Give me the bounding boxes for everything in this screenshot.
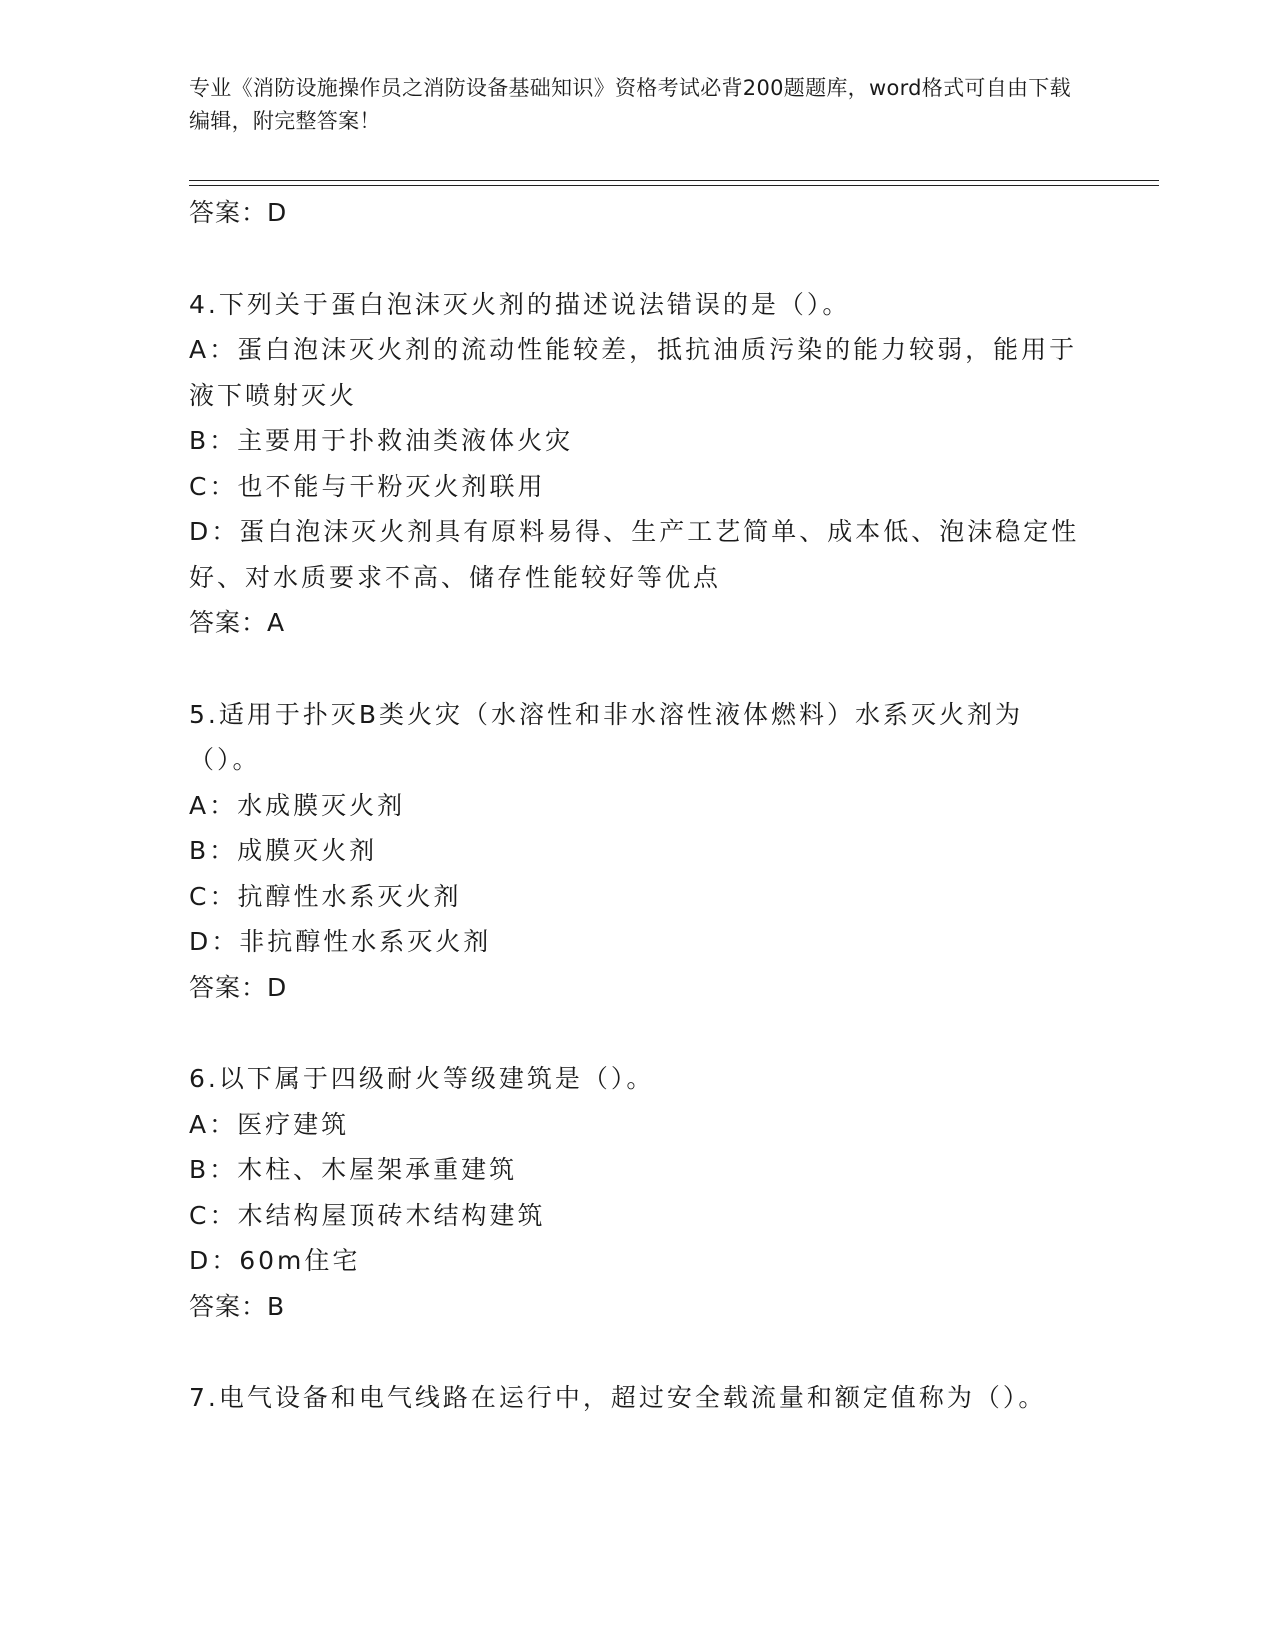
option-d: D：非抗醇性水系灭火剂 [189,927,492,956]
question-stem: 4.下列关于蛋白泡沫灭火剂的描述说法错误的是（）。 [189,289,851,319]
question-6 [189,1056,1089,1329]
option-c: C：抗醇性水系灭火剂 [189,881,462,911]
option-c: C：也不能与干粉灭火剂联用 [189,471,546,501]
answer: 答案：B [189,1291,286,1321]
question-4 [189,282,1089,646]
option-b: B：木柱、木屋架承重建筑 [189,1155,518,1184]
option-d: D：60m住宅 [189,1246,361,1275]
option-a: A：水成膜灭火剂 [189,790,406,820]
question-7 [189,1375,1089,1421]
question-stem: 6.以下属于四级耐火等级建筑是（）。 [189,1064,655,1093]
answer: 答案：A [189,608,286,637]
header-divider-bottom [189,185,1159,186]
question-5 [189,692,1089,1011]
option-a: A：蛋白泡沫灭火剂的流动性能较差，抵抗油质污染的能力较弱，能用于液下喷射灭火 [189,335,1078,410]
option-b: B：主要用于扑救油类液体火灾 [189,426,574,455]
option-c: C：木结构屋顶砖木结构建筑 [189,1200,546,1230]
question-stem: 5.适用于扑灭B类火灾（水溶性和非水溶性液体燃料）水系灭火剂为（）。 [189,699,1024,774]
question-stem: 7.电气设备和电气线路在运行中，超过安全载流量和额定值称为（）。 [189,1383,1047,1412]
answer: 答案：D [189,972,288,1002]
answer-q3: 答案：D [189,198,288,227]
option-d: D：蛋白泡沫灭火剂具有原料易得、生产工艺简单、成本低、泡沫稳定性好、对水质要求不高、储存性能较好等优点 [189,517,1080,592]
document-header: 专业《消防设施操作员之消防设备基础知识》资格考试必背200题题库，word格式可自由下载编辑，附完整答案！ [189,76,1071,133]
question-list [189,190,1089,1421]
header-divider-top [189,180,1159,181]
option-a: A：医疗建筑 [189,1109,350,1139]
option-b: B：成膜灭火剂 [189,836,378,865]
